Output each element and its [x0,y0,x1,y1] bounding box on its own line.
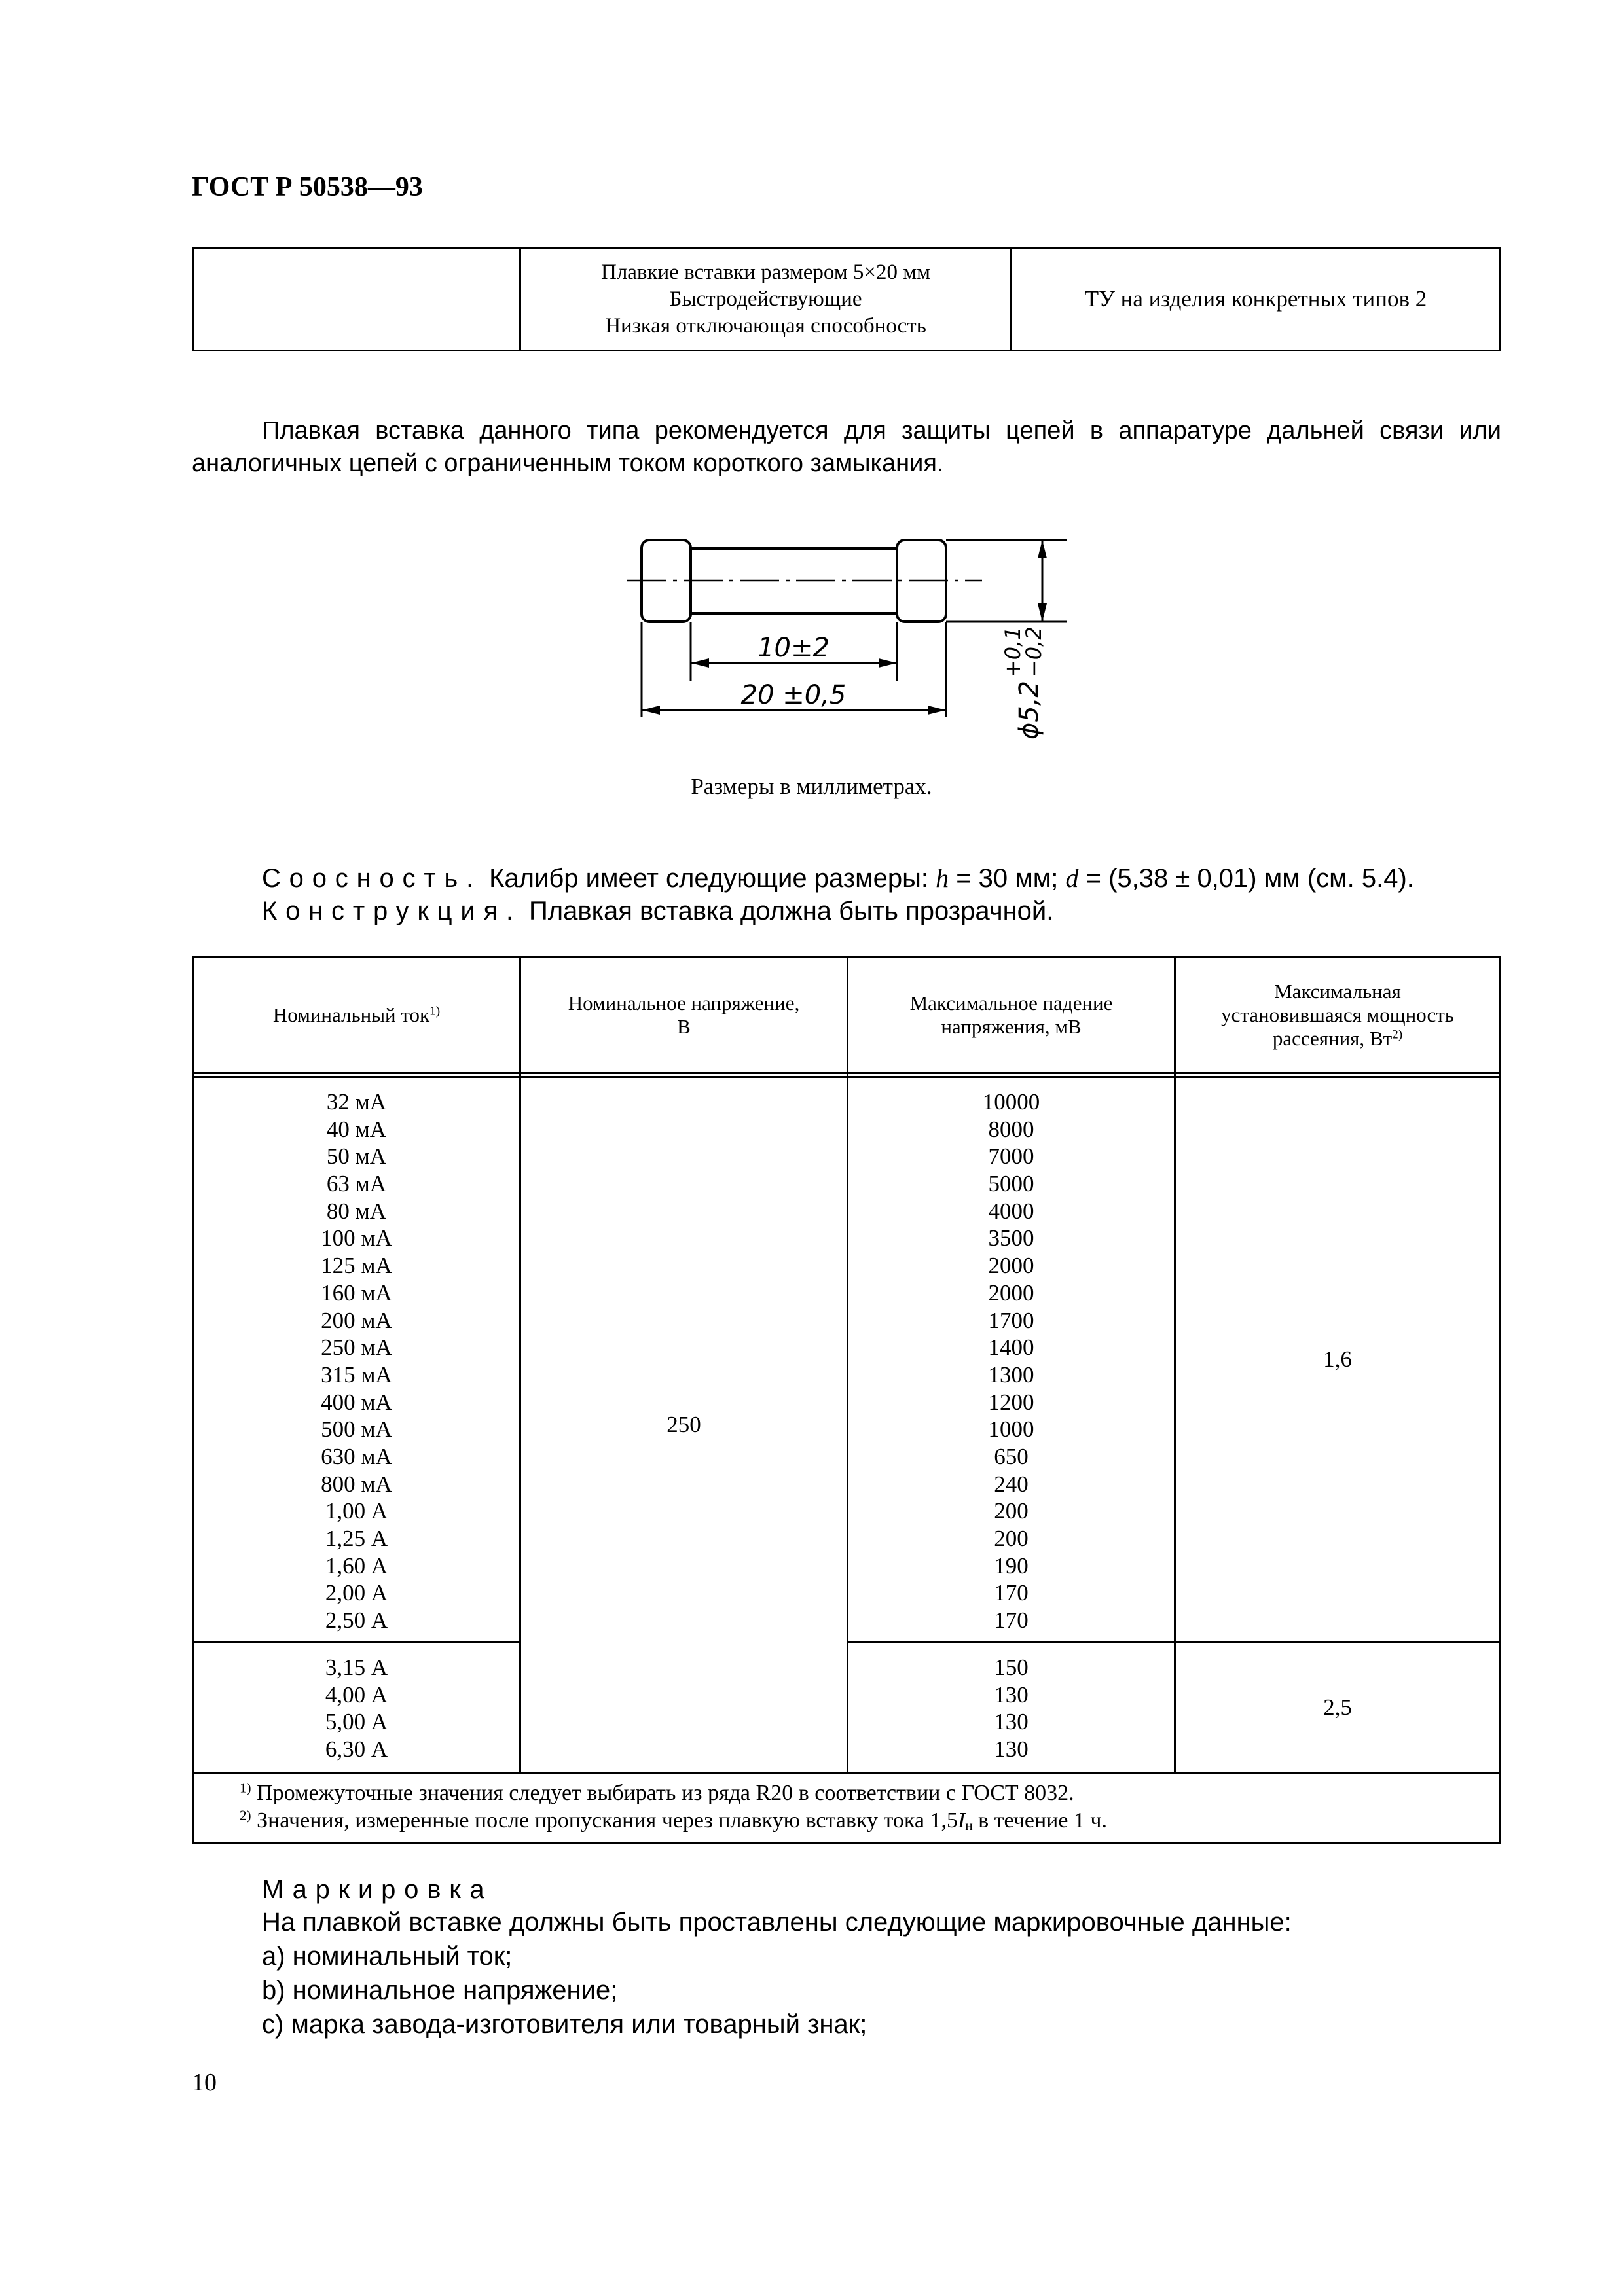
dim-tolerance-plus: +0,1 [1000,626,1025,677]
rated-current-cell: 800 мА [321,1471,392,1497]
construction-text: Плавкая вставка должна быть прозрачной. [521,897,1054,925]
header-line: Номинальное напряжение, [568,991,800,1014]
footnote-text: Промежуточные значения следует выбирать из ряда R20 в соответствии с ГОСТ 8032. [251,1781,1074,1805]
rated-current-cell: 32 мА [326,1089,387,1115]
header-rated-current [194,958,519,1072]
rated-current-cell: 1,60 А [325,1552,388,1579]
footnote-current-variable: I [957,1808,966,1833]
rated-current-cell: 1,00 А [325,1498,388,1524]
rated-current-cell: 125 мА [321,1253,392,1279]
voltage-drop-cell: 1000 [988,1416,1034,1443]
voltage-drop-cell: 4000 [988,1198,1034,1224]
voltage-drop-cell: 190 [994,1552,1029,1579]
header-line: Максимальное падение [909,991,1113,1014]
footnote-2 [240,1808,1107,1833]
coaxial-paragraph [262,863,1414,893]
footnote-ref: 2) [1392,1027,1403,1041]
footnote-text: Значения, измеренные после пропускания через плавкую вставку тока 1,5 [251,1808,958,1833]
fuse-type-table [192,247,1501,351]
coaxial-d-variable: d [1065,863,1079,893]
rated-current-cell: 100 мА [321,1225,392,1251]
construction-paragraph [262,897,1053,926]
rated-current-cell: 6,30 А [325,1736,388,1763]
voltage-drop-cell: 1400 [988,1335,1034,1361]
rated-current-cell: 315 мА [321,1361,392,1388]
footnote-subscript: н [965,1818,973,1834]
voltage-drop-cell: 5000 [988,1171,1034,1197]
current-values-group-1 [194,1088,519,1634]
dim-total-length: 20 ±0,5 [740,680,847,710]
voltage-drop-values-group-1 [848,1088,1174,1634]
rated-current-cell: 630 мА [321,1443,392,1469]
rated-current-cell: 80 мА [326,1198,387,1224]
fuse-type-specification: ТУ на изделия конкретных типов 2 [1084,286,1427,312]
voltage-drop-cell: 10000 [982,1089,1040,1115]
voltage-drop-cell: 7000 [988,1143,1034,1170]
voltage-drop-cell: 240 [994,1471,1029,1497]
voltage-drop-cell: 170 [994,1580,1029,1606]
voltage-drop-values-group-2 [848,1654,1174,1763]
header-line: установившаяся мощность [1221,1003,1454,1026]
voltage-drop-cell: 1200 [988,1389,1034,1415]
dim-diameter: ϕ5,2 [1014,681,1044,740]
rated-current-cell: 5,00 А [325,1709,388,1735]
voltage-drop-cell: 170 [994,1607,1029,1634]
marking-intro: На плавкой вставке должны быть проставлены следующие маркировочные данные: [262,1908,1292,1937]
voltage-drop-cell: 650 [994,1443,1029,1469]
voltage-drop-cell: 2000 [988,1253,1034,1279]
fuse-type-description [521,249,1012,350]
rated-current-cell: 250 мА [321,1335,392,1361]
header-rated-voltage [521,958,847,1072]
voltage-drop-cell: 150 [994,1655,1029,1680]
rated-current-cell: 40 мА [326,1116,387,1142]
header-line: рассеяния, Вт [1272,1026,1393,1050]
footnote-mark: 1) [240,1780,251,1796]
fuse-type-line: Низкая отключающая способность [605,314,926,338]
header-line: Максимальная [1274,979,1401,1003]
dim-tolerance-minus: −0,2 [1021,626,1046,677]
construction-label: Конструкция. [262,897,522,925]
rated-current-cell: 2,00 А [325,1580,388,1606]
rated-current-cell: 500 мА [321,1416,392,1443]
footnote-mark: 2) [240,1807,251,1823]
fuse-type-line: Плавкие вставки размером 5×20 мм [600,260,931,284]
voltage-drop-cell: 2000 [988,1280,1034,1306]
fuse-ratings-table [192,956,1501,1844]
header-rated-current-text: Номинальный ток [272,1003,430,1026]
coaxial-h-variable: h [936,863,949,893]
coaxial-text: Калибр имеет следующие размеры: [482,864,936,893]
power-value-group-1: 1,6 [1323,1346,1352,1372]
rated-current-cell: 200 мА [321,1307,392,1333]
header-max-power-dissipation [1176,958,1499,1072]
voltage-drop-cell: 130 [994,1709,1029,1735]
coaxial-label: Соосность. [262,864,482,893]
footnote-1 [240,1781,1074,1806]
footnote-text: в течение 1 ч. [972,1808,1108,1833]
header-line: В [677,1014,691,1038]
header-line: напряжения, мВ [941,1014,1082,1038]
fuse-type-line: Быстродействующие [669,287,862,311]
voltage-drop-cell: 130 [994,1736,1029,1763]
rated-current-cell: 63 мА [326,1171,387,1197]
coaxial-text: = (5,38 ± 0,01) мм (см. 5.4). [1078,864,1414,893]
marking-item-a: a) номинальный ток; [262,1942,513,1971]
footnote-ref: 1) [429,1003,441,1018]
marking-item-c: c) марка завода-изготовителя или товарный знак; [262,2010,867,2039]
fuse-type-cell-empty [194,249,521,350]
rated-voltage-value: 250 [666,1412,701,1437]
voltage-drop-cell: 1700 [988,1307,1034,1333]
intro-paragraph: Плавкая вставка данного типа рекомендуется для защиты цепей в аппаратуре дальней связи или аналогичных цепей с ограниченным током короткого замыкания. [192,417,1501,477]
power-value-group-2: 2,5 [1323,1694,1352,1720]
rated-current-cell: 50 мА [326,1143,387,1170]
fuse-dimension-drawing [615,520,1100,756]
marking-item-b: b) номинальное напряжение; [262,1976,618,2005]
rated-current-cell: 160 мА [321,1280,392,1306]
voltage-drop-cell: 8000 [988,1116,1034,1142]
page-number: 10 [192,2069,217,2096]
rated-current-cell: 4,00 А [325,1681,388,1708]
drawing-caption: Размеры в миллиметрах. [691,774,932,799]
marking-title: Маркировка [262,1875,493,1904]
rated-current-cell: 2,50 А [325,1607,388,1634]
voltage-drop-cell: 200 [994,1498,1029,1524]
dim-inner-length: 10±2 [757,633,830,663]
voltage-drop-cell: 200 [994,1526,1029,1551]
voltage-drop-cell: 1300 [988,1361,1034,1388]
coaxial-text: = 30 мм; [949,864,1066,893]
rated-current-cell: 3,15 А [325,1655,388,1680]
rated-current-cell: 400 мА [321,1389,392,1415]
header-max-voltage-drop [848,958,1174,1072]
current-values-group-2 [194,1654,519,1763]
rated-current-cell: 1,25 А [325,1526,388,1551]
voltage-drop-cell: 3500 [988,1225,1034,1251]
document-header: ГОСТ Р 50538—93 [192,172,423,202]
voltage-drop-cell: 130 [994,1681,1029,1708]
